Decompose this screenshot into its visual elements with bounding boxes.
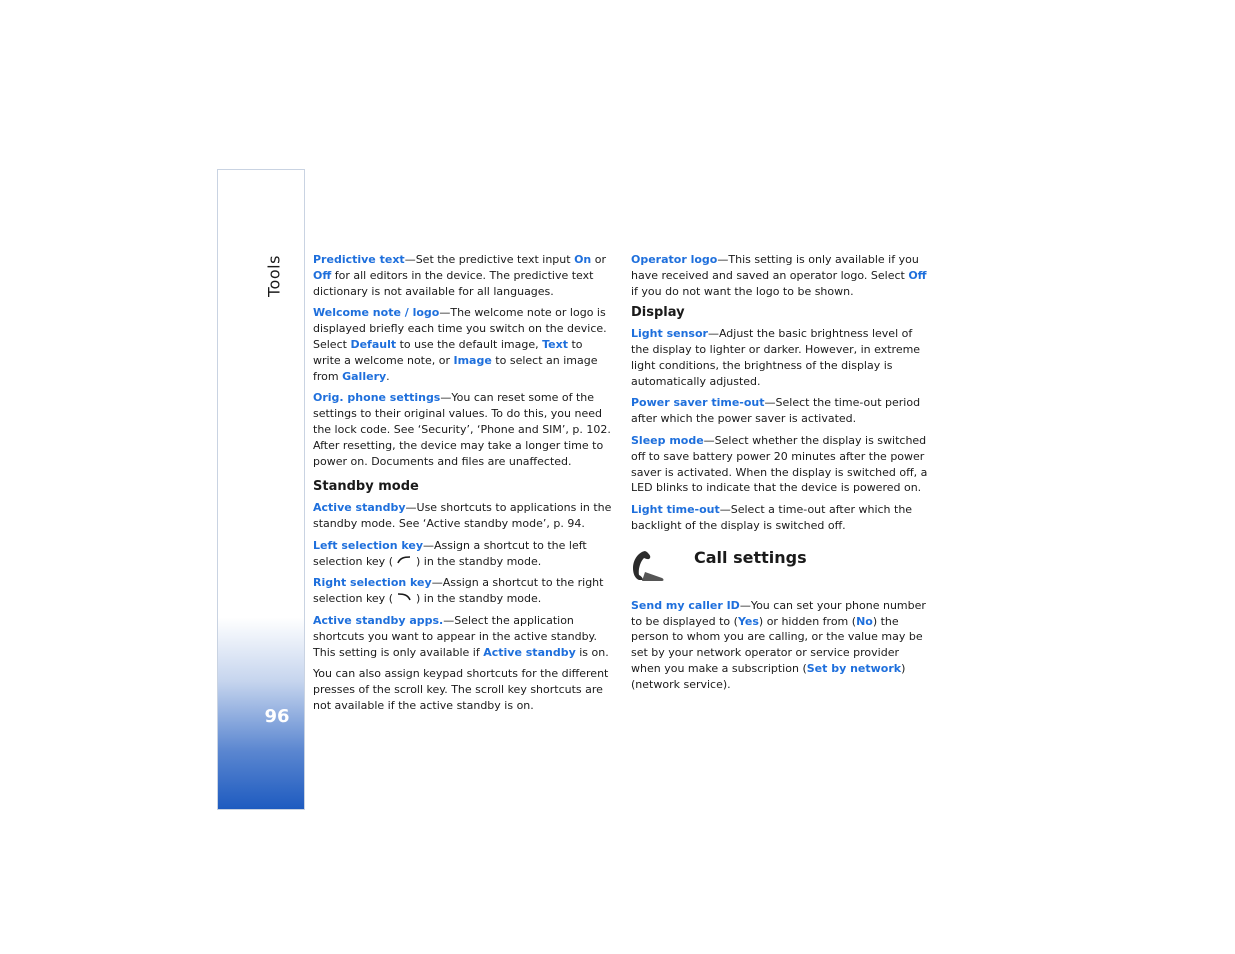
active-standby-paragraph: Active standby—Use shortcuts to applications in the standby mode. See ‘Active standby mode’, p. 94. (313, 501, 612, 530)
option-off: Off (313, 268, 332, 282)
term-left-selection-key: Left selection key (313, 538, 423, 552)
orig-settings-paragraph: Orig. phone settings—You can reset some of the settings to their original values. To do this, you need the lock code. See ‘Security’, ‘Phone and SIM’, p. 102. After resetting, the device may take a longer time to power on. Documents and files are unaffected. (313, 391, 611, 468)
term-sleep-mode: Sleep mode (631, 433, 704, 447)
power-saver-paragraph: Power saver time-out—Select the time-out period after which the power saver is activated. (631, 396, 921, 426)
option-active-standby: Active standby (483, 645, 576, 659)
term-predictive-text: Predictive text (313, 253, 405, 266)
option-off: Off (908, 268, 927, 282)
display-heading: Display (631, 305, 685, 321)
active-standby-apps-paragraph: Active standby apps.—Select the application shortcuts you want to appear in the active standby. This setting is only available if Active standby is on. (313, 613, 609, 659)
page-number: 96 (264, 706, 290, 727)
option-text: Text (542, 337, 568, 351)
term-power-saver-time-out: Power saver time-out (631, 396, 765, 410)
phone-handset-icon (631, 548, 665, 582)
call-settings-title: Call settings (694, 547, 807, 567)
light-sensor-paragraph: Light sensor—Adjust the basic brightness level of the display to lighter or darker. However, in extreme light conditions, the brightness of the display is automatically adjusted. (631, 327, 921, 388)
term-send-my-caller-id: Send my caller ID (631, 598, 740, 612)
standby-mode-heading: Standby mode (313, 479, 419, 495)
option-on: On (574, 253, 592, 266)
term-right-selection-key: Right selection key (313, 576, 432, 590)
light-time-out-paragraph: Light time-out—Select a time-out after which the backlight of the display is switched off. (631, 503, 913, 532)
left-selection-key-icon (396, 554, 412, 570)
call-settings-header (631, 544, 931, 586)
term-active-standby-apps: Active standby apps. (313, 613, 444, 627)
right-column (631, 252, 931, 699)
term-light-time-out: Light time-out (631, 503, 720, 517)
term-light-sensor: Light sensor (631, 327, 708, 341)
left-selection-key-paragraph: Left selection key—Assign a shortcut to the left selection key ( ) in the standby mode. (313, 538, 587, 568)
section-title: Tools (264, 255, 284, 297)
sleep-mode-paragraph: Sleep mode—Select whether the display is switched off to save battery power 20 minutes after the power saver is activated. When the display is switched off, a LED blinks to indicate that the device is powered on. (631, 433, 928, 495)
operator-logo-paragraph: Operator logo—This setting is only available if you have received and saved an operator logo. Select Off if you do not want the logo to be shown. (631, 253, 927, 298)
send-caller-id-paragraph: Send my caller ID—You can set your phone number to be displayed to (Yes) or hidden from (No) the person to whom you are calling, or the value may be set by your network operator or service provider when you make a subscription (Set by network) (network service). (631, 598, 926, 691)
keypad-shortcuts-paragraph: You can also assign keypad shortcuts for the different presses of the scroll key. The scroll key shortcuts are not available if the active standby is on. (313, 667, 609, 712)
left-column (313, 252, 613, 720)
term-active-standby: Active standby (313, 501, 406, 515)
welcome-note-paragraph: Welcome note / logo—The welcome note or logo is displayed briefly each time you switch on the device. Select Default to use the default image, Text to write a welcome note, or Image to select an image from Gallery. (313, 306, 607, 383)
option-no: No (856, 614, 873, 628)
option-image: Image (453, 353, 492, 367)
term-orig-phone-settings: Orig. phone settings (313, 391, 441, 405)
predictive-text-paragraph: Predictive text—Set the predictive text input On or Off for all editors in the device. The predictive text dictionary is not available for all languages. (313, 253, 606, 298)
right-selection-key-icon (396, 591, 412, 607)
term-operator-logo: Operator logo (631, 253, 718, 266)
option-yes: Yes (737, 614, 759, 628)
option-gallery: Gallery (342, 369, 387, 383)
option-set-by-network: Set by network (806, 661, 902, 675)
right-selection-key-paragraph: Right selection key—Assign a shortcut to the right selection key ( ) in the standby mode. (313, 576, 604, 606)
option-default: Default (350, 337, 397, 351)
term-welcome-note: Welcome note / logo (313, 306, 440, 320)
